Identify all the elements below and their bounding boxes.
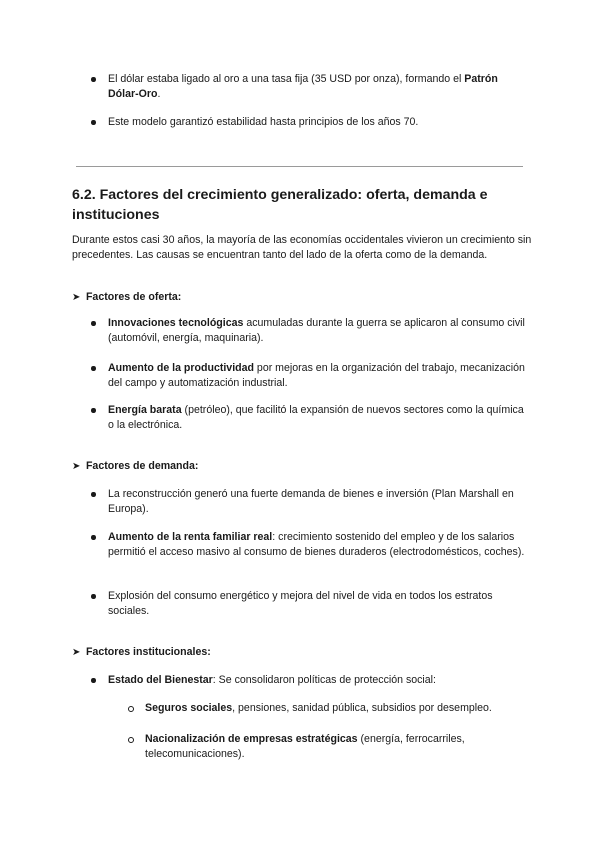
arrow-icon: ➤: [72, 461, 81, 472]
list-item-text: acumuladas durante la guerra se aplicaron al consumo civil (automóvil, energía, maquinaria).: [108, 317, 525, 344]
arrow-icon: ➤: [72, 292, 81, 303]
bullet-icon: [91, 77, 96, 82]
arrow-icon: ➤: [72, 647, 81, 658]
list-item-text: El dólar estaba ligado al oro a una tasa fija (35 USD por onza), formando el: [108, 73, 465, 85]
bullet-icon: [91, 366, 96, 371]
list-item-text: (energía, ferrocarriles, telecomunicaciones).: [145, 733, 465, 760]
bullet-icon: [91, 120, 96, 125]
list-item-bold: Aumento de la renta familiar real: [108, 531, 273, 543]
subheading-oferta: [72, 290, 181, 305]
list-item-bold: Patrón Dólar-Oro: [108, 73, 498, 100]
list-item-bold: Seguros sociales: [145, 702, 233, 714]
bullet-icon: [91, 678, 96, 683]
subheading-text: Factores de oferta:: [85, 291, 182, 303]
list-item-text: , pensiones, sanidad pública, subsidios por desempleo.: [232, 702, 492, 714]
list-item-text: por mejoras en la organización del trabajo, mecanización del campo y automatización industrial.: [108, 362, 525, 389]
list-item: [108, 72, 528, 102]
list-item: [108, 673, 528, 688]
list-item: [108, 115, 528, 130]
bullet-icon: [91, 535, 96, 540]
subheading-institucionales: [72, 645, 211, 660]
list-item: [108, 530, 528, 560]
list-item: [108, 361, 528, 391]
bullet-icon: [91, 408, 96, 413]
list-item: [108, 487, 528, 517]
list-item-bold: Aumento de la productividad: [108, 362, 254, 374]
sub-bullet-icon: [128, 737, 134, 743]
list-item-bold: Innovaciones tecnológicas: [108, 317, 244, 329]
bullet-icon: [91, 492, 96, 497]
sub-bullet-icon: [128, 706, 134, 712]
list-item-bold: Nacionalización de empresas estratégicas: [145, 733, 358, 745]
list-item: [108, 589, 528, 619]
list-item-bold: Estado del Bienestar: [108, 674, 213, 686]
list-item: [108, 403, 528, 433]
horizontal-divider: [76, 166, 523, 167]
list-item-text: : crecimiento sostenido del empleo y de los salarios permitió el acceso masivo al consumo de bienes duraderos (electrodomésticos, coches).: [108, 531, 525, 558]
bullet-icon: [91, 321, 96, 326]
list-item: [108, 316, 528, 346]
sub-list-item: [145, 732, 528, 762]
intro-paragraph: Durante estos casi 30 años, la mayoría de las economías occidentales vivieron un crecimiento sin precedentes. Las causas se encuentran tanto del lado de la oferta como de la demanda.: [72, 234, 532, 261]
subheading-text: Factores de demanda:: [85, 460, 199, 472]
sub-list-item: [145, 701, 528, 716]
list-item-text: La reconstrucción generó una fuerte demanda de bienes e inversión (Plan Marshall en Europa).: [108, 488, 514, 515]
subheading-text: Factores institucionales:: [85, 646, 211, 658]
list-item-text: .: [157, 88, 161, 100]
section-heading: 6.2. Factores del crecimiento generalizado: oferta, demanda e instituciones: [72, 187, 488, 223]
list-item-bold: Energía barata: [108, 404, 182, 416]
list-item-text: : Se consolidaron políticas de protección social:: [212, 674, 436, 686]
bullet-icon: [91, 594, 96, 599]
subheading-demanda: [72, 459, 198, 474]
list-item-text: (petróleo), que facilitó la expansión de nuevos sectores como la química o la electrónica.: [108, 404, 524, 431]
list-item-text: Explosión del consumo energético y mejora del nivel de vida en todos los estratos sociales.: [108, 590, 493, 617]
list-item-text: Este modelo garantizó estabilidad hasta principios de los años 70.: [108, 116, 419, 128]
